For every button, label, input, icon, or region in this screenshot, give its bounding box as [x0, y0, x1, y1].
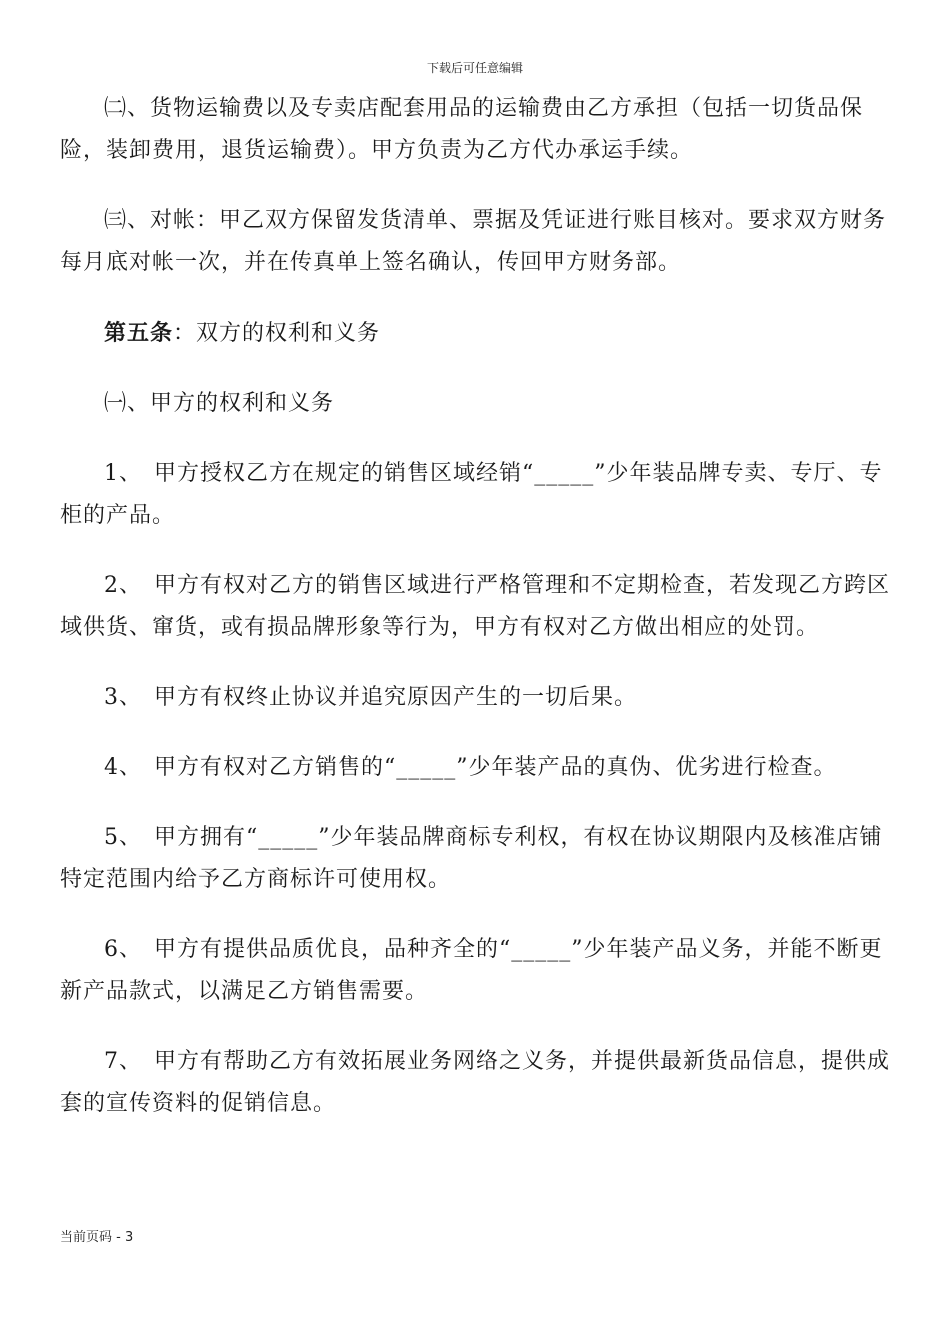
- clause-5: 5、 甲方拥有“_____”少年装品牌商标专利权，有权在协议期限内及核准店铺特定范围内给予乙方商标许可使用权。: [60, 825, 883, 892]
- paragraph-reconciliation: ㈢、对帐：甲乙双方保留发货清单、票据及凭证进行账目核对。要求双方财务每月底对帐一次，并在传真单上签名确认，传回甲方财务部。: [60, 208, 887, 275]
- paragraph-transport-fees: ㈡、货物运输费以及专卖店配套用品的运输费由乙方承担（包括一切货品保险，装卸费用，退货运输费）。甲方负责为乙方代办承运手续。: [60, 96, 864, 163]
- clause-3: 3、 甲方有权终止协议并追究原因产生的一切后果。: [104, 685, 637, 710]
- article-five-heading: [60, 312, 890, 355]
- clause-1: 1、 甲方授权乙方在规定的销售区域经销“_____”少年装品牌专卖、专厅、专柜的产品。: [60, 461, 883, 528]
- header-note: 下载后可任意编辑: [426, 61, 523, 75]
- clause-2: 2、 甲方有权对乙方的销售区域进行严格管理和不定期检查，若发现乙方跨区域供货、窜货，或有损品牌形象等行为，甲方有权对乙方做出相应的处罚。: [60, 573, 890, 640]
- document-body: [60, 88, 890, 1125]
- clause-7: 7、 甲方有帮助乙方有效拓展业务网络之义务，并提供最新货品信息，提供成套的宣传资料的促销信息。: [60, 1049, 890, 1116]
- article-five-title: ：双方的权利和义务: [173, 321, 381, 346]
- clause-6: 6、 甲方有提供品质优良，品种齐全的“_____”少年装产品义务，并能不断更新产品款式，以满足乙方销售需要。: [60, 937, 883, 1004]
- clause-4: 4、 甲方有权对乙方销售的“_____”少年装产品的真伪、优劣进行检查。: [104, 755, 837, 780]
- article-five-lead: 第五条: [104, 320, 174, 346]
- section-party-a-heading: ㈠、甲方的权利和义务: [104, 391, 335, 416]
- page-number: 当前页码 - 3: [60, 1230, 134, 1245]
